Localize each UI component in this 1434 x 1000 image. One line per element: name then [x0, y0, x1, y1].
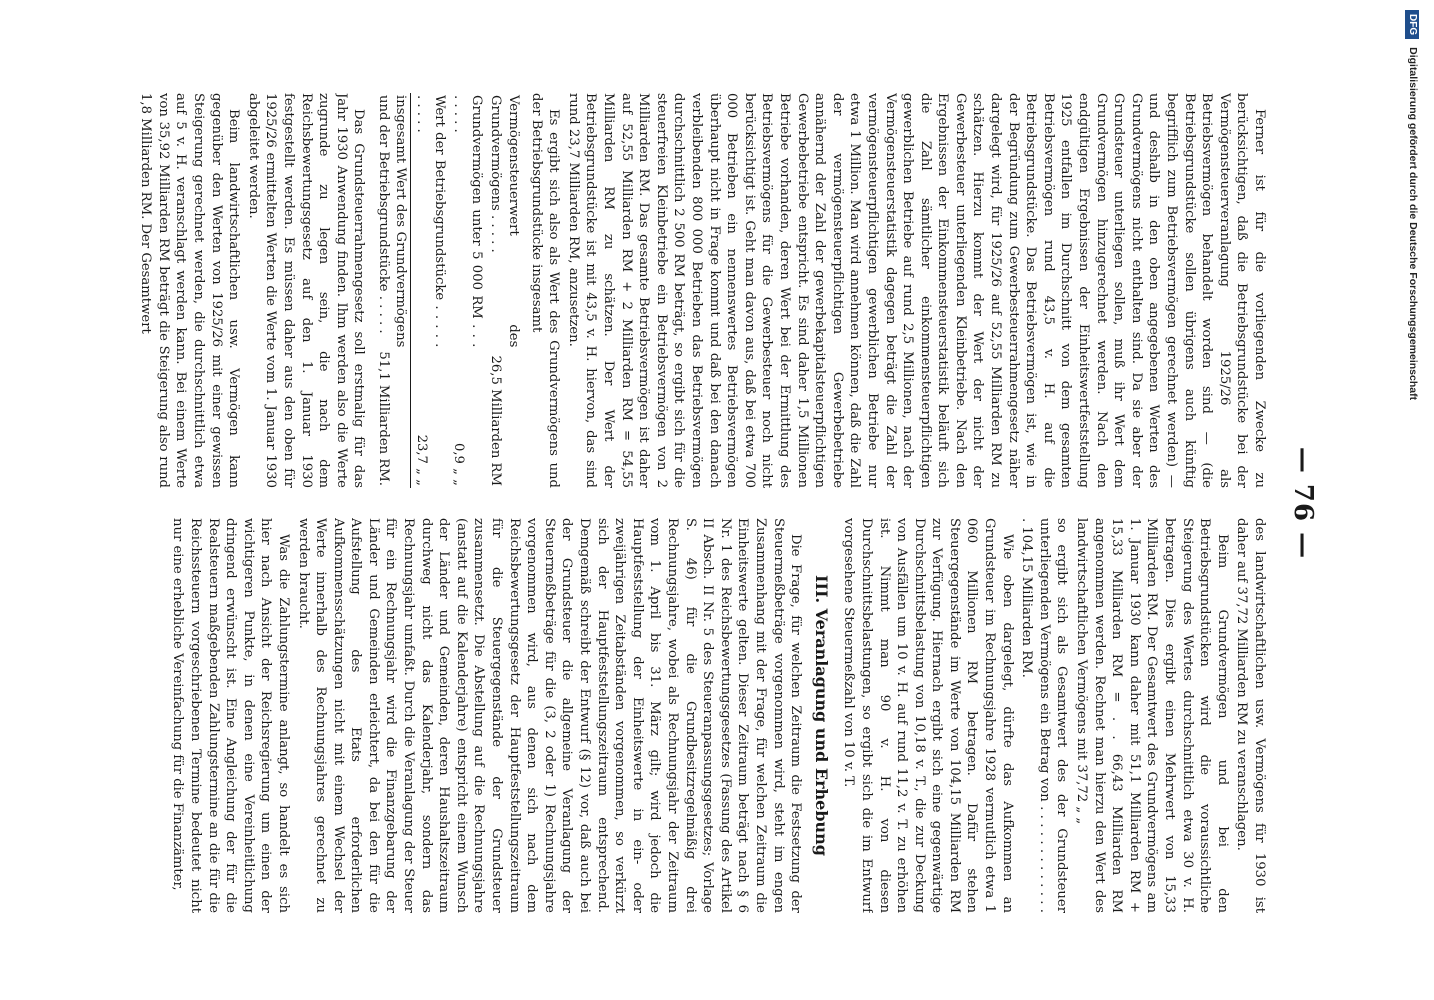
table-row-value: 26,5 Milliarden RM [488, 355, 504, 486]
left-paragraph-1: Ferner ist für die vorliegenden Zwecke zu berücksichtigen, daß die Betriebsgrundstücke bei der Vermögensteuerveranlagung 1925/26 als Betriebsvermögen behandelt worden sind — (die Betriebsgrundstücke sollen übrigens auch künftig begrifflich zum Betriebsvermögen gerechnet werden) — und deshalb in den oben angegebenen Werten des Grundvermögens nicht enthalten sind. Da sie aber der Grundsteuer unterliegen sollen, muß ihr Wert dem Grundvermögen hinzugerechnet werden. Nach den endgültigen Ergebnissen der Einheitswertfeststellung 1925 entfallen im Durchschnitt von dem gesamten Betriebsvermögen rund 43,5 v. H. auf die Betriebsgrundstücke. Das Betriebsvermögen ist, wie in der Begründung zum Gewerbesteuerrahmengesetz näher dargelegt wird, für 1925/26 auf 52,55 Milliarden RM zu schätzen. Hierzu kommt der Wert der nicht der Gewerbesteuer unterliegenden Kleinbetriebe. Nach den Ergebnissen der Einkommensteuerstatistik beläuft sich die Zahl sämtlicher einkommensteuerpflichtigen gewerblichen Betriebe auf rund 2,5 Millionen, nach der Vermögensteuerstatistik dagegen beträgt die Zahl der vermögensteuerpflichtigen gewerblichen Betriebe nur etwa 1 Million. Man wird annehmen können, daß die Zahl der vermögensteuerpflichtigen Gewerbebetriebe annähernd der Zahl der gewerbekapitalsteuerpflichtigen Gewerbebetriebe entspricht. Es sind daher 1,5 Millionen Betriebe vorhanden, deren Wert bei der Ermittlung des Betriebsvermögens für die Gewerbesteuer noch nicht berücksichtigt ist. Geht man davon aus, daß bei etwa 700 000 Betrieben ein nennenswertes Betriebsvermögen überhaupt nicht in Frage kommt und daß bei den danach verbleibenden 800 000 Betrieben das Betriebsvermögen durchschnittlich 2 500 RM beträgt, so ergibt sich für die steuerfreien Kleinbetriebe ein Betriebsvermögen von 2 Milliarden RM. Das gesamte Betriebsvermögen ist daher auf 52,55 Milliarden RM + 2 Milliarden RM = 54,55 Milliarden RM zu schätzen. Der Wert der Betriebsgrundstücke ist mit 43,5 v. H. hiervon, das sind rund 23,7 Milliarden RM, anzusetzen. [565, 93, 1267, 488]
right-paragraph-1: des landwirtschaftlichen usw. Vermögens für 1930 ist daher auf 37,72 Milliarden RM zu veranschlagen. [1234, 518, 1267, 913]
right-paragraph-4: Wie oben dargelegt, dürfte das Aufkommen an Grundsteuer im Rechnungsjahre 1928 vermutlich etwa 1 060 Millionen RM betragen. Dafür stehen Steuergegenstände im Werte von 104,15 Milliarden RM zur Verfügung. Hiernach ergibt sich eine gegenwärtige Durchschnittsbelastung von 10,18 v. T., die zur Deckung von Ausfällen um 10 v. H. auf rund 11,2 v. T. zu erhöhen ist. Nimmt man 90 v. H. von diesen Durchschnittsbelastungen, so ergibt sich die im Entwurf vorgesehene Steuermeßzahl von 10 v. T. [841, 518, 1015, 913]
dfg-logo-badge: DFG [1405, 10, 1419, 39]
right-paragraph-3: so ergibt sich als Gesamtwert des der Grundsteuer unterliegenden Vermögens ein Betrag von . . . . . . . . . . . . . . 104,15 Milliarden RM. [1019, 518, 1070, 913]
table-row-label: Grundvermögen unter 5 000 RM . . . . . . . . [451, 95, 484, 348]
section-heading: III. Veranlagung und Erhebung [811, 575, 831, 856]
rotated-page-content [118, 88, 1318, 918]
table-row-label: Wert der Betriebsgrundstücke . . . . . . . . . . [414, 95, 447, 348]
funding-note [1398, 10, 1428, 990]
table-total-row [373, 93, 411, 488]
page-number: — 76 — [1288, 446, 1318, 560]
funding-note-text: Digitalisierung gefördert durch die Deutsche Forschungsgemeinschaft [1407, 47, 1419, 401]
table-row-value: 23,7 „ „ [414, 434, 430, 486]
right-paragraph-6: Was die Zahlungstermine anlangt, so handelt es sich hier nach Ansicht der Reichsregierung um einen der wichtigeren Punkte, in denen eine Vereinheitlichung dringend erwünscht ist. Eine Angleichung der für die Realsteuern maßgebenden Zahlungstermine an die für die Reichssteuern vorgeschriebenen Termine bedeutet nicht nur eine erhebliche Vereinfachung für die Finanzämter, [170, 518, 291, 913]
right-paragraph-2: Beim Grundvermögen und bei den Betriebsgrundstücken wird die voraussichtliche Steigerung des Wertes durchschnittlich etwa 30 v. H. betragen. Dies ergibt einen Mehrwert von 15,33 Milliarden RM. Der Gesamtwert des Grundvermögens am 1. Januar 1930 kann daher mit 51,1 Milliarden RM + 15,33 Milliarden RM = . . 66,43 Milliarden RM angenommen werden. Rechnet man hierzu den Wert des landwirtschaftlichen Vermögens mit 37,72 „ „ [1074, 518, 1230, 913]
table-total-label: insgesamt Wert des Grundvermögens und der Betriebsgrundstücke . . . . . [373, 93, 411, 349]
left-paragraph-3: Das Grundsteuerrahmengesetz soll erstmalig für das Jahr 1930 Anwendung finden. Ihm werden also die Werte zugrunde zu legen sein, die nach dem Reichsbewertungsgesetz auf den 1. Januar 1930 festgestellt werden. Es müssen daher aus den oben für 1925/26 ermittelten Werten die Werte vom 1. Januar 1930 abgeleitet werden. [245, 93, 367, 488]
table-row-value: 0,9 „ „ [451, 442, 467, 486]
left-paragraph-4: Beim landwirtschaftlichen usw. Vermögen kann gegenüber den Werten von 1925/26 mit einer gewissen Steigerung gerechnet werden, die durchschnittlich etwa auf 5 v. H. veranschlagt werden kann. Bei einem Werte von 35,92 Milliarden RM beträgt die Steigerung also rund 1,8 Milliarden RM. Der Gesamtwert [138, 93, 242, 488]
table-row [486, 93, 523, 488]
right-column [128, 518, 1268, 913]
scanned-page [118, 88, 1318, 918]
right-paragraph-5: Die Frage, für welchen Zeitraum die Festsetzung der Steuermeßbeträge vorgenommen wird, steht im engen Zusammenhang mit der Frage, für welchen Zeitraum die Einheitswerte gelten. Dieser Zeitraum beträgt nach § 6 Nr. 1 des Reichsbewertungsgesetzes (Fassung des Artikel II Absch. II Nr. 5 des Steueranpassungsgesetzes; Vorlage S. 46) für die Grundbesitzregelmäßig drei Rechnungsjahre, wobei als Rechnungsjahr der Zeitraum vom 1. April bis 31. März gilt; wird jedoch die Hauptfeststellung der Einheitswerte in ein- oder zweijährigen Zeitabständen vorgenommen, so verkürzt sich der Hauptfeststellungszeitraum entsprechend. Demgemäß schreibt der Entwurf (§ 12) vor, daß auch bei der Grundsteuer die allgemeine Veranlagung der Steuermeßbeträge für die (3, 2 oder 1) Rechnungsjahre vorgenommen wird, aus denen sich nach dem Reichsbewertungsgesetz der Hauptfeststellungszeitraum für die Steuergegenstände der Grundsteuer zusammensetzt. Die Abstellung auf die Rechnungsjahre (anstatt auf die Kalenderjahre) entspricht einem Wunsch der Länder und Gemeinden, deren Haushaltszeitraum durchweg nicht das Kalenderjahr, sondern das Rechnungsjahr umfaßt. Durch die Veranlagung der Steuer für ein Rechnungsjahr wird die Finanzgebarung der Länder und Gemeinden erleichtert, da bei den für die Aufstellung des Etats erforderlichen Aufkommensschätzungen nicht mit einem Wechsel der Werte innerhalb des Rechnungsjahres gerechnet zu werden braucht. [295, 518, 804, 913]
table-row [449, 93, 486, 488]
table-total-value: 51,1 Milliarden RM. [373, 349, 411, 488]
left-column [128, 93, 1268, 488]
table-row-label: Vermögensteuerwert des Grundvermögens . . . . . [488, 95, 522, 348]
value-table [373, 93, 523, 488]
table-row [411, 93, 449, 488]
left-paragraph-2: Es ergibt sich also als Wert des Grundvermögens und der Betriebsgrundstücke insgesamt [528, 93, 562, 488]
